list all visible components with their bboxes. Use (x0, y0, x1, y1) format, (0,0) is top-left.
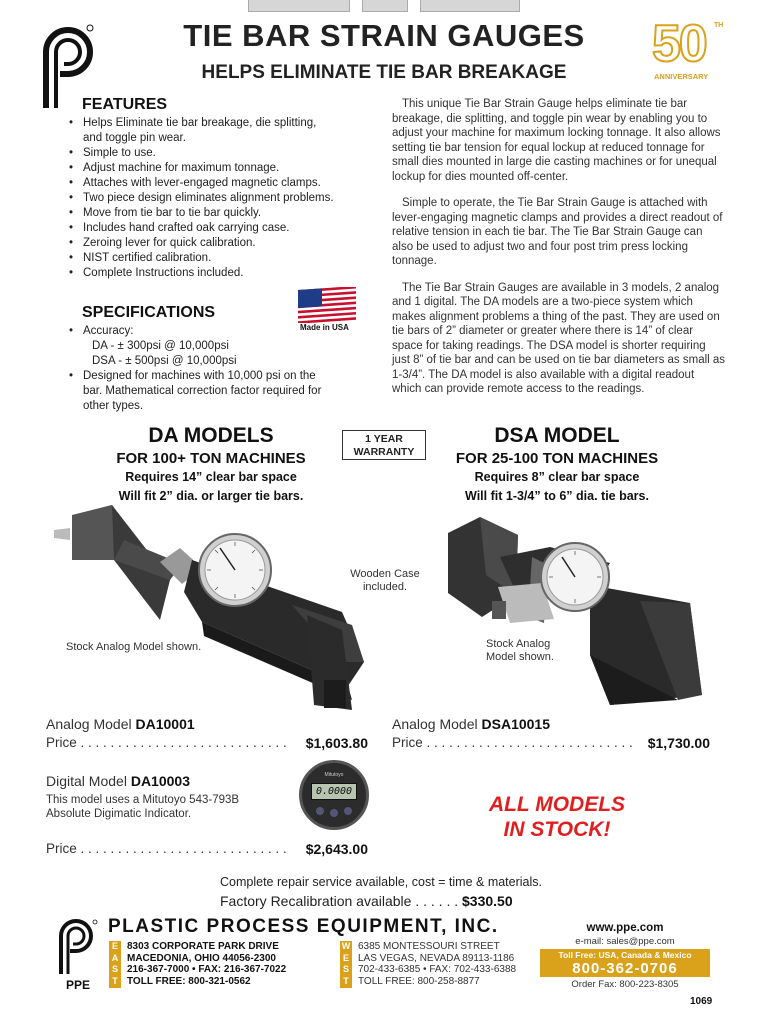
feature-item: • Adjust machine for maximum tonnage. (66, 161, 356, 176)
tollfree-label: Toll Free: USA, Canada & Mexico (558, 950, 692, 960)
da-analog-price-label: Price . . . . . . . . . . . . . . . . . . . . . . . . . . . . (46, 735, 287, 750)
features-section (66, 96, 356, 281)
top-tab-2 (362, 0, 408, 12)
dsa-analog-model: Analog Model DSA10015 (392, 716, 551, 732)
feature-item: • Complete Instructions included. (66, 266, 356, 281)
usa-flag-icon (298, 287, 356, 323)
specifications-heading: SPECIFICATIONS (82, 304, 216, 321)
description (392, 97, 726, 397)
tollfree-number: 800-362-0706 (572, 960, 678, 977)
dsa-analog-price-row (392, 735, 710, 753)
da-digital-model: Digital Model DA10003 (46, 773, 190, 789)
recalibration-price: $330.50 (462, 893, 513, 909)
top-tab-1 (248, 0, 350, 12)
description-para-1: This unique Tie Bar Strain Gauge helps eliminate tie bar breakage, die splitting, and toggle pin wear by enabling you to adjust your machine for maximum locking tonnage. It also allows setting tie bar tension for equal lockup at reduced tonnage for small dies mounted in large die casting machines or for unequal lockup for dies mounted off-center. (392, 98, 721, 183)
feature-item: • Helps Eliminate tie bar breakage, die splitting, and toggle pin wear. (66, 116, 356, 146)
dsa-requirement-1: Requires 8” clear bar space (474, 470, 640, 484)
da-analog-model: Analog Model DA10001 (46, 716, 195, 732)
west-letters: W E S T (340, 941, 352, 988)
website-link[interactable]: www.ppe.com (586, 922, 664, 934)
digital-readout: 0.0000 (311, 783, 357, 800)
da-subheading: FOR 100+ TON MACHINES (116, 450, 306, 467)
top-tab-3 (420, 0, 520, 12)
anniversary-badge (652, 15, 724, 82)
flag-caption: Made in USA (300, 323, 349, 332)
feature-item: • Move from tie bar to tie bar quickly. (66, 206, 356, 221)
spec-da-accuracy: DA - ± 300psi @ 10,000psi (92, 340, 229, 352)
feature-item: • Attaches with lever-engaged magnetic clamps. (66, 176, 356, 191)
wooden-case-line-2: included. (362, 581, 408, 593)
da-requirement-1: Requires 14” clear bar space (125, 470, 297, 484)
da-heading: DA MODELS (148, 424, 274, 447)
spec-dsa-accuracy: DSA - ± 500psi @ 10,000psi (92, 355, 237, 367)
anniversary-label: ANNIVERSARY (654, 72, 709, 81)
east-address: 8303 CORPORATE PARK DRIVE MACEDONIA, OHIO 44056-2300 216-367-7000 • FAX: 216-367-7022 TOLL FREE: 800-321-0562 (127, 941, 287, 987)
warranty-line-2: WARRANTY (353, 446, 415, 458)
spec-accuracy: • Accuracy: (66, 324, 356, 339)
footer-logo-text: PPE (66, 978, 91, 992)
dsa-analog-price: $1,730.00 (647, 735, 710, 751)
company-name: PLASTIC PROCESS EQUIPMENT, INC. (108, 916, 499, 937)
feature-item: • NIST certified calibration. (66, 251, 356, 266)
digital-brand: Mitutoyo (324, 772, 344, 778)
dsa-analog-price-label: Price . . . . . . . . . . . . . . . . . . . . . . . . . . . . (392, 735, 633, 750)
page-subtitle: HELPS ELIMINATE TIE BAR BREAKAGE (201, 62, 567, 83)
da-gauge-image (52, 500, 382, 720)
dsa-gauge-image (440, 505, 732, 720)
email-link[interactable]: e-mail: sales@ppe.com (575, 936, 675, 947)
page-title: TIE BAR STRAIN GAUGES (183, 18, 585, 53)
anniversary-th: TH (714, 22, 724, 29)
description-para-3: The Tie Bar Strain Gauges are available in 3 models, 2 analog and 1 digital. The DA models are a two-piece system which makes alignment problems a thing of the past. They are used on tie bars of 2” diameter or greater where there is 14” of clear space for taking readings. The DSA model is shorter requiring just 8” of tie bar and can be used on tie bar diameters as small as 1-3/4”. The DA model is also available with a digital readout which can provide remote access to the readings. (392, 281, 726, 395)
repair-service: Complete repair service available, cost = time & materials. (220, 875, 543, 889)
feature-item: • Includes hand crafted oak carrying case. (66, 221, 356, 236)
feature-item: • Two piece design eliminates alignment problems. (66, 191, 356, 206)
da-image-caption: Stock Analog Model shown. (66, 641, 202, 653)
warranty-line-1: 1 YEAR (365, 433, 403, 445)
digital-indicator-image (299, 760, 369, 830)
da-digital-price-label: Price . . . . . . . . . . . . . . . . . . . . . . . . . . . . (46, 841, 287, 856)
description-para-2: Simple to operate, the Tie Bar Strain Gauge is attached with lever-engaging magnetic clamps and provides a direct readout of relative tension in each tie bar. The Tie Bar Strain Gauge can also be used to adjust two and four post trim press locking tonnage. (392, 197, 723, 267)
dsa-requirement-2: Will fit 1-3/4” to 6” dia. tie bars. (465, 489, 649, 503)
dsa-caption-line-1: Stock Analog (486, 638, 551, 650)
da-requirement-2: Will fit 2” dia. or larger tie bars. (118, 489, 304, 503)
wooden-case-caption (340, 568, 430, 594)
wooden-case-line-1: Wooden Case (350, 568, 420, 580)
in-stock-line-2: IN STOCK! (503, 818, 611, 841)
in-stock-line-1: ALL MODELS (488, 793, 626, 816)
west-address: 6385 MONTESSOURI STREET LAS VEGAS, NEVADA 89113-1186 702-433-6385 • FAX: 702-433-6388 TOLL FREE: 800-258-8877 (358, 941, 517, 987)
da-digital-price-row (46, 841, 368, 859)
dsa-caption-line-2: Model shown. (486, 651, 554, 663)
dsa-heading: DSA MODEL (494, 424, 620, 447)
tollfree-box (540, 949, 710, 977)
order-fax: Order Fax: 800-223-8305 (571, 979, 679, 990)
da-analog-price-row (46, 735, 368, 753)
da-analog-price: $1,603.80 (305, 735, 368, 751)
dsa-image-caption (486, 638, 554, 664)
dsa-subheading: FOR 25-100 TON MACHINES (455, 450, 659, 467)
in-stock-notice (452, 792, 662, 842)
page-number: 1069 (690, 996, 713, 1007)
spec-designed: • Designed for machines with 10,000 psi on the bar. Mathematical correction factor required for other types. (66, 369, 356, 414)
da-digital-desc: This model uses a Mitutoyo 543-793B Absolute Digimatic Indicator. (46, 794, 240, 820)
da-digital-price: $2,643.00 (305, 841, 368, 857)
feature-item: • Zeroing lever for quick calibration. (66, 236, 356, 251)
east-letters: E A S T (109, 941, 121, 988)
anniversary-number: 50 (652, 15, 706, 73)
features-heading: FEATURES (82, 96, 168, 113)
footer-ppe-logo-icon (58, 918, 98, 974)
recalibration-row: Factory Recalibration available . . . . . . $330.50 (220, 893, 513, 909)
feature-item: • Simple to use. (66, 146, 356, 161)
